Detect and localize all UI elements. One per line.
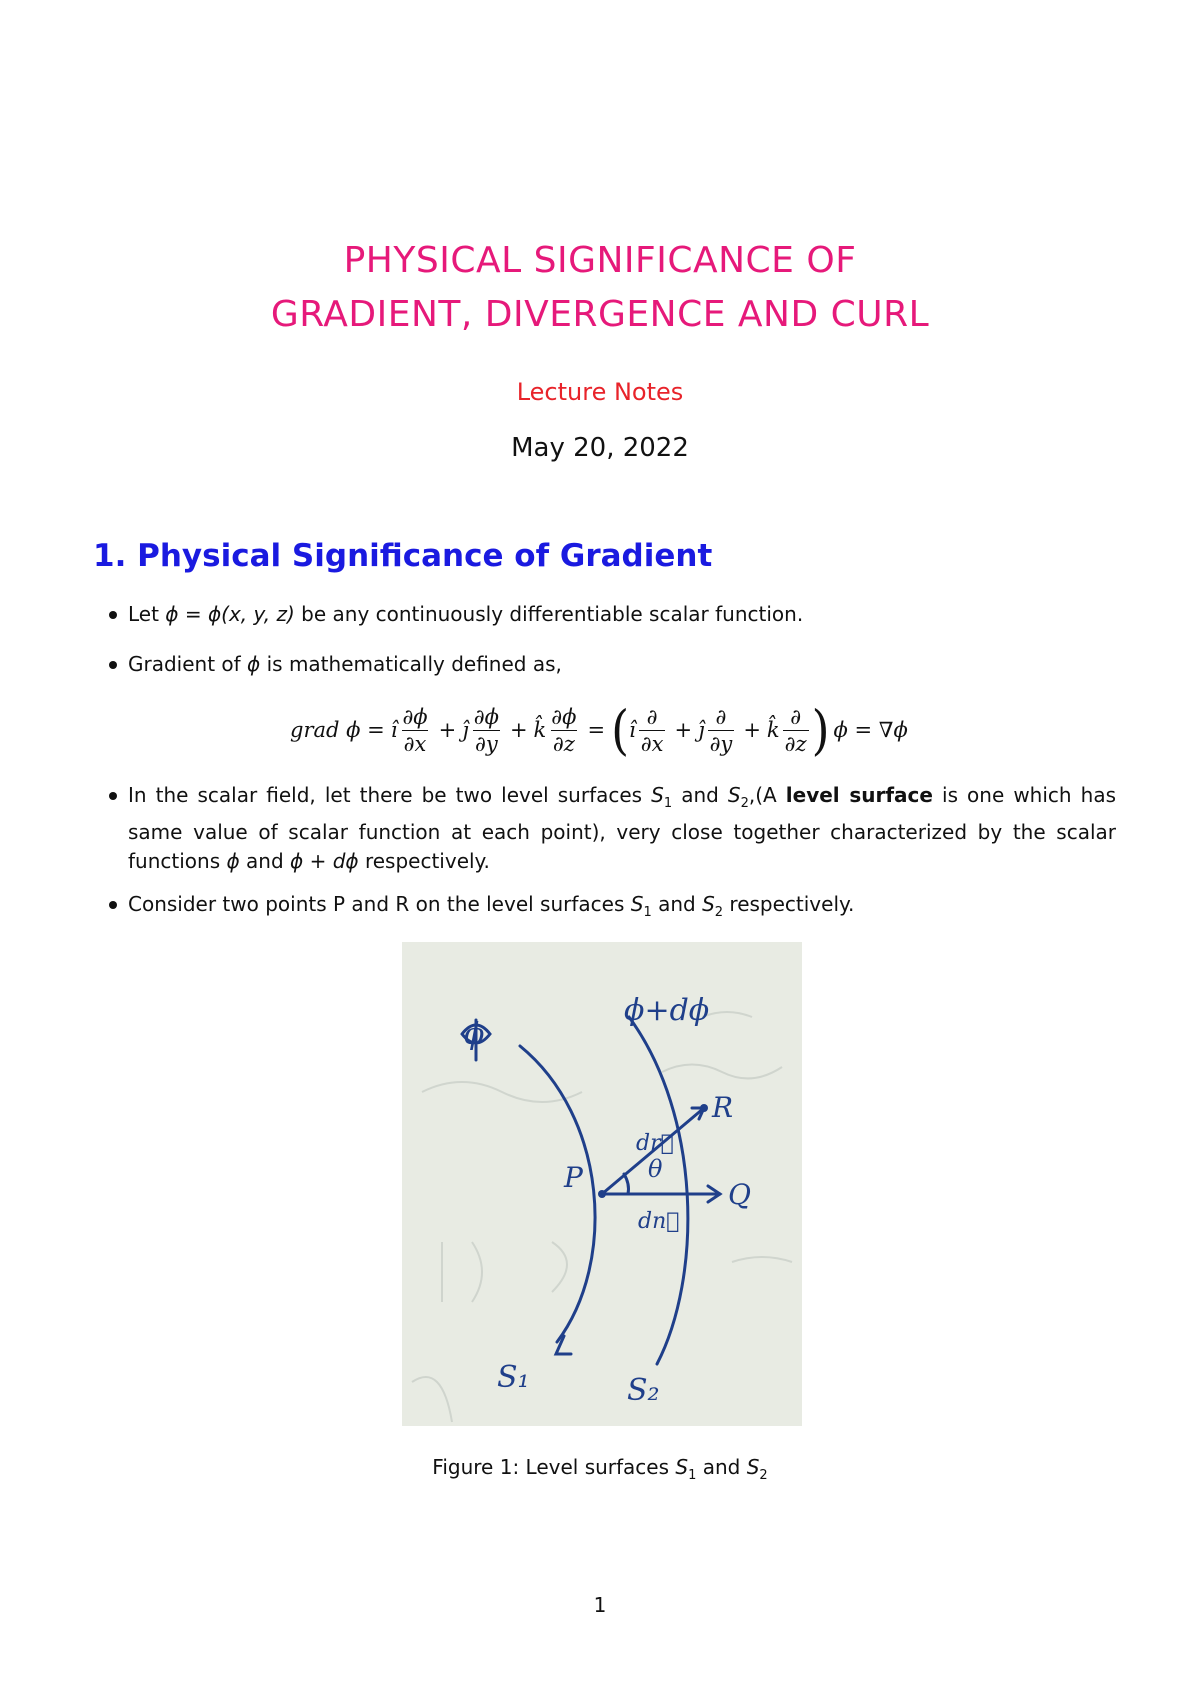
numerator: ∂ (715, 704, 727, 729)
subscript: 1 (688, 1468, 697, 1483)
fraction (400, 705, 429, 756)
bullet-text: In the scalar field, let there be two level surfaces (128, 783, 652, 807)
fraction (708, 705, 735, 756)
inline-math: S (651, 783, 664, 807)
bullet-dot (109, 792, 117, 800)
label-theta: θ (648, 1155, 663, 1183)
level-surfaces-sketch (402, 942, 802, 1426)
plus-sign: + (674, 718, 693, 742)
bullet-text: ,(A (748, 783, 786, 807)
bullet-text: respectively. (358, 849, 490, 873)
subtitle: Lecture Notes (516, 378, 684, 406)
gradient-formula (290, 695, 908, 765)
plus-sign: + (509, 718, 528, 742)
denominator: ∂x (403, 731, 427, 756)
formula-lhs: grad ϕ = (290, 718, 385, 742)
equals-sign: = (587, 718, 606, 742)
bullet-text: and (672, 783, 728, 807)
inline-math: S (727, 783, 741, 807)
bullet-text: be any continuously differentiable scalar function. (294, 602, 804, 626)
figure-caption (0, 1455, 1200, 1483)
caption-text: Figure 1: Level surfaces (432, 1455, 676, 1479)
title-line-1: PHYSICAL SIGNIFICANCE OF (343, 240, 857, 281)
numerator: ∂ϕ (473, 704, 499, 729)
bullet-text: and (651, 892, 703, 916)
label-s1: S₁ (497, 1360, 530, 1395)
unit-k: k̂ (766, 718, 780, 742)
bullet-item-3 (128, 781, 1116, 876)
point-p (598, 1190, 606, 1198)
inline-math: ϕ + dϕ (290, 849, 359, 873)
numerator: ∂ϕ (551, 704, 577, 729)
label-s2: S₂ (627, 1373, 660, 1408)
inline-math: S (702, 892, 715, 916)
unit-i: î (390, 718, 398, 742)
inline-math: S (630, 892, 644, 916)
section-heading: 1. Physical Significance of Gradient (93, 538, 713, 574)
label-dn: dn⃗ (638, 1209, 680, 1234)
formula-rhs: ϕ = ∇ϕ (833, 718, 908, 742)
inline-math: S (675, 1455, 689, 1479)
subscript: 2 (714, 905, 724, 920)
inline-math: ϕ (226, 849, 240, 873)
numerator: ∂ (646, 704, 658, 729)
bullet-item-4 (128, 890, 1116, 927)
right-paren: ) (811, 698, 830, 762)
plus-sign: + (438, 718, 457, 742)
bullet-text: is one which has same value of scalar function at each point), very close together characterized by the scalar functions (128, 783, 1116, 873)
label-dr: dr⃗ (636, 1131, 674, 1156)
bullet-dot (109, 901, 117, 909)
denominator: ∂y (474, 731, 498, 756)
bullet-text: and (239, 849, 291, 873)
bullet-text: Consider two points P and R on the level surfaces (128, 892, 631, 916)
numerator: ∂ϕ (402, 704, 428, 729)
denominator: ∂z (552, 731, 575, 756)
bullet-text: is mathematically defined as, (260, 652, 562, 676)
bullet-text: Gradient of (128, 652, 248, 676)
fraction (549, 705, 578, 756)
inline-math: ϕ = ϕ(x, y, z) (165, 602, 295, 626)
denominator: ∂y (709, 731, 733, 756)
bullet-dot (109, 661, 117, 669)
bullet-text: Let (128, 602, 166, 626)
subscript: 2 (759, 1468, 768, 1483)
point-r (700, 1104, 708, 1112)
bullet-dot (109, 611, 117, 619)
caption-text: and (696, 1455, 747, 1479)
subscript: 1 (643, 905, 652, 920)
label-q: Q (728, 1178, 751, 1211)
bullet-text: respectively. (723, 892, 855, 916)
label-p: P (564, 1161, 583, 1194)
bold-term: level surface (785, 783, 933, 807)
unit-k: k̂ (533, 718, 547, 742)
inline-math: S (746, 1455, 760, 1479)
subscript: 1 (663, 796, 673, 811)
unit-i: î (629, 718, 636, 742)
subscript: 2 (740, 796, 749, 811)
figure-level-surfaces (402, 942, 802, 1426)
page-number: 1 (593, 1593, 607, 1617)
plus-sign: + (743, 718, 761, 742)
title-line-2: GRADIENT, DIVERGENCE AND CURL (270, 294, 930, 335)
fraction (639, 705, 666, 756)
numerator: ∂ (790, 704, 802, 729)
bullet-item-1 (128, 600, 1116, 629)
unit-j: ĵ (462, 718, 469, 742)
label-phi-dphi: ϕ+dϕ (624, 993, 710, 1028)
bullet-item-2 (128, 650, 1116, 679)
fraction (783, 705, 809, 756)
left-paren: ( (611, 698, 630, 762)
label-phi: ϕ (464, 1017, 485, 1052)
unit-j: ĵ (698, 718, 705, 742)
denominator: ∂z (784, 731, 807, 756)
fraction (472, 705, 501, 756)
denominator: ∂x (640, 731, 664, 756)
date: May 20, 2022 (511, 433, 689, 463)
inline-math: ϕ (247, 652, 261, 676)
label-r: R (712, 1091, 734, 1124)
